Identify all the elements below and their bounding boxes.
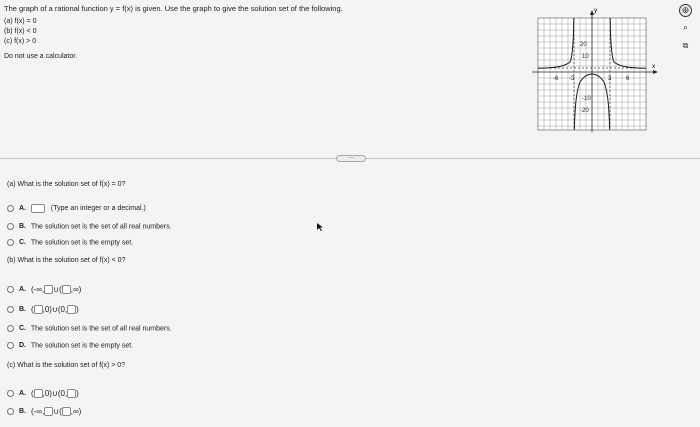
y-axis-label: y bbox=[594, 7, 598, 14]
interval-union: ∪( bbox=[53, 407, 62, 416]
graph-svg bbox=[524, 4, 664, 132]
rational-function-graph[interactable] bbox=[524, 4, 664, 132]
interval-mid: ,0)∪(0, bbox=[42, 305, 68, 314]
part-a-label: (a) f(x) = 0 bbox=[4, 18, 37, 25]
answer-input-box[interactable] bbox=[31, 204, 45, 213]
option-letter: B. bbox=[19, 408, 26, 416]
option-text: The solution set is the empty set. bbox=[30, 342, 134, 350]
answer-input-box[interactable] bbox=[62, 285, 71, 294]
answer-input-box[interactable] bbox=[44, 407, 53, 416]
option-letter: A. bbox=[19, 390, 26, 398]
question-b-prompt: (b) What is the solution set of f(x) < 0? bbox=[7, 257, 126, 264]
divider-drag-handle[interactable]: ····· bbox=[336, 155, 366, 162]
radio-c-b[interactable] bbox=[7, 408, 14, 415]
radio-a-a[interactable] bbox=[7, 205, 14, 212]
interval-close: ,∞) bbox=[70, 407, 82, 416]
question-a-option-b[interactable] bbox=[7, 223, 172, 230]
interval-mid: ,0)∪(0, bbox=[42, 389, 68, 398]
problem-intro: The graph of a rational function y = f(x) is given. Use the graph to give the solution set of the following. bbox=[4, 4, 343, 13]
option-letter: C. bbox=[19, 325, 26, 333]
option-text: The solution set is the empty set. bbox=[30, 239, 134, 247]
radio-b-d[interactable] bbox=[7, 342, 14, 349]
y-tick-neg20: -20 bbox=[580, 108, 589, 114]
answer-input-box[interactable] bbox=[34, 389, 43, 398]
interval-close: ) bbox=[76, 305, 79, 314]
interval-open: (-∞, bbox=[30, 407, 45, 416]
interval-open: ( bbox=[30, 389, 34, 398]
y-tick-neg10: -10 bbox=[582, 96, 591, 102]
mouse-cursor-icon bbox=[316, 222, 324, 232]
question-a-prompt: (a) What is the solution set of f(x) = 0? bbox=[7, 181, 126, 188]
interval-close: ) bbox=[76, 389, 79, 398]
x-tick-neg3: -3 bbox=[569, 76, 575, 82]
radio-b-c[interactable] bbox=[7, 325, 14, 332]
x-tick-neg6: -6 bbox=[553, 76, 559, 82]
radio-a-b[interactable] bbox=[7, 223, 14, 230]
question-a-option-c[interactable] bbox=[7, 239, 133, 246]
radio-b-a[interactable] bbox=[7, 286, 14, 293]
answer-input-box[interactable] bbox=[62, 407, 71, 416]
part-c-label: (c) f(x) > 0 bbox=[4, 38, 37, 45]
answer-input-box[interactable] bbox=[44, 285, 53, 294]
question-b-option-b[interactable] bbox=[7, 305, 79, 314]
interval-open: ( bbox=[30, 305, 34, 314]
option-letter: A. bbox=[19, 205, 26, 213]
option-letter: B. bbox=[19, 223, 26, 231]
radio-c-a[interactable] bbox=[7, 390, 14, 397]
option-text: The solution set is the set of all real numbers. bbox=[30, 325, 172, 333]
answer-input-box[interactable] bbox=[67, 305, 76, 314]
option-hint: (Type an integer or a decimal.) bbox=[50, 205, 146, 213]
question-c-option-b[interactable] bbox=[7, 407, 81, 416]
x-axis-arrow bbox=[653, 70, 658, 74]
option-letter: B. bbox=[19, 306, 26, 314]
part-b-label: (b) f(x) < 0 bbox=[4, 28, 37, 35]
external-link-icon[interactable]: ⧉ bbox=[682, 41, 689, 50]
radio-a-c[interactable] bbox=[7, 239, 14, 246]
zoom-in-icon[interactable]: ⊕ bbox=[679, 4, 692, 17]
option-text: The solution set is the set of all real numbers. bbox=[30, 223, 172, 231]
option-letter: A. bbox=[19, 286, 26, 294]
interval-union: ∪( bbox=[53, 285, 62, 294]
question-a-option-a[interactable] bbox=[7, 204, 146, 213]
answer-input-box[interactable] bbox=[34, 305, 43, 314]
question-b-option-a[interactable] bbox=[7, 285, 81, 294]
search-icon[interactable]: ⌕ bbox=[682, 22, 689, 32]
interval-open: (-∞, bbox=[30, 285, 45, 294]
question-b-option-c[interactable] bbox=[7, 325, 172, 332]
option-letter: D. bbox=[19, 342, 26, 350]
x-tick-6: 6 bbox=[626, 76, 630, 82]
answer-input-box[interactable] bbox=[67, 389, 76, 398]
interval-close: ,∞) bbox=[70, 285, 82, 294]
y-tick-20: 20 bbox=[580, 42, 587, 48]
x-tick-3: 3 bbox=[608, 76, 612, 82]
question-c-prompt: (c) What is the solution set of f(x) > 0? bbox=[7, 362, 126, 369]
x-axis-label: x bbox=[652, 63, 656, 70]
option-letter: C. bbox=[19, 239, 26, 247]
y-tick-10: 10 bbox=[582, 54, 589, 60]
radio-b-b[interactable] bbox=[7, 306, 14, 313]
question-c-option-a[interactable] bbox=[7, 389, 79, 398]
calculator-note: Do not use a calculator. bbox=[4, 53, 78, 60]
question-b-option-d[interactable] bbox=[7, 342, 133, 349]
